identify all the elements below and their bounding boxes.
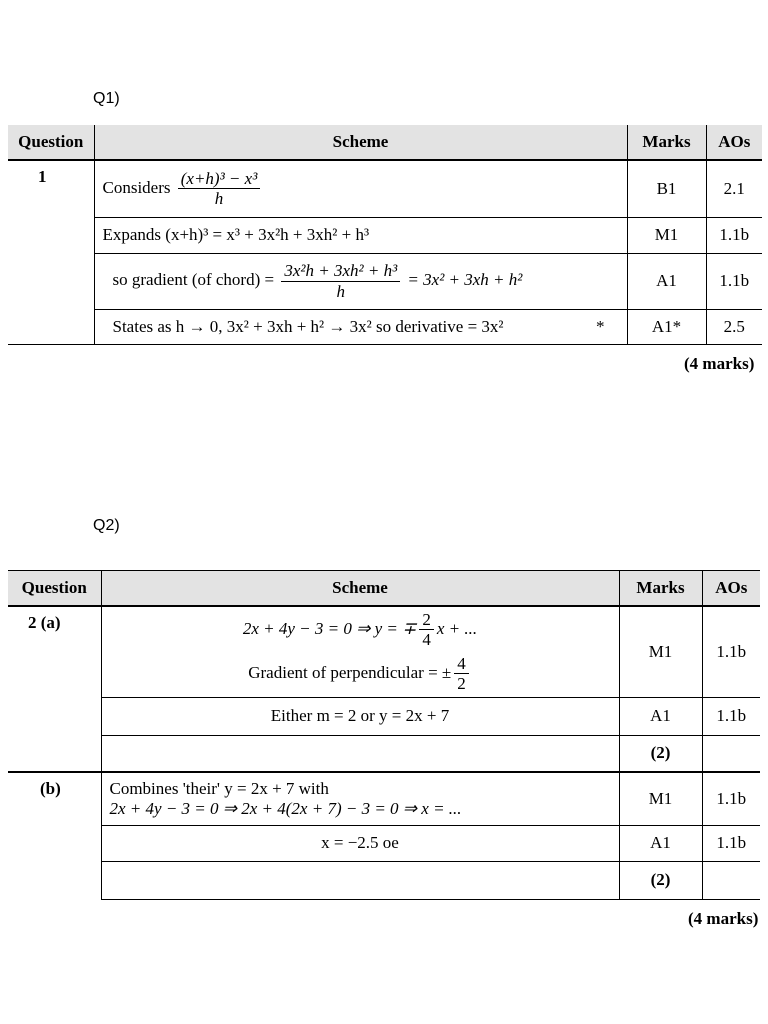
part-a-label: 2 (a) [8, 606, 101, 772]
table-row [8, 735, 760, 772]
header-aos: AOs [702, 571, 760, 607]
fraction: $\frac{\text{3x²h + 3xh² + h³}}{h}$ [281, 261, 400, 301]
q1-header-row [8, 125, 762, 160]
aos-cell: 1.1b [702, 606, 760, 697]
aos-cell: 1.1b [702, 825, 760, 861]
q1-label: Q1) [93, 90, 120, 107]
part-b-label: (b) [8, 772, 101, 899]
header-question: Question [8, 571, 101, 607]
marks-cell: A1 [627, 253, 706, 309]
scheme-text: States as h → 0, 3x² + 3xh + h² → 3x² so derivative = 3x² [112, 316, 504, 336]
header-marks: Marks [619, 571, 702, 607]
marks-cell: (2) [619, 735, 702, 772]
q1-mark-scheme-table [8, 125, 762, 345]
aos-cell: 1.1b [706, 217, 762, 253]
aos-cell: 1.1b [706, 253, 762, 309]
header-question: Question [8, 125, 94, 160]
q2-header-row [8, 571, 760, 607]
scheme-text: = 3x² + 3xh + h² [407, 269, 523, 289]
scheme-cell [94, 309, 627, 344]
table-row [8, 825, 760, 861]
marks-cell: A1 [619, 697, 702, 735]
header-aos: AOs [706, 125, 762, 160]
header-scheme: Scheme [101, 571, 619, 607]
table-row [8, 772, 760, 825]
header-scheme: Scheme [94, 125, 627, 160]
q1-total-marks: (4 marks) [684, 354, 755, 373]
scheme-line: Gradient of perpendicular = ± $\frac{4}{2}$ [102, 654, 619, 694]
scheme-cell [101, 772, 619, 825]
fraction: $\frac{\text{(x+h)³ − x³}}{h}$ [178, 169, 261, 209]
scheme-cell [94, 160, 627, 217]
q2-total-marks: (4 marks) [688, 909, 759, 928]
aos-cell: 1.1b [702, 697, 760, 735]
scheme-line: 2x + 4y − 3 = 0 ⇒ y = ∓ $\frac{2}{4}$ x + ... [242, 609, 478, 650]
marks-cell: (2) [619, 861, 702, 899]
scheme-cell [101, 861, 619, 899]
scheme-cell: Either m = 2 or y = 2x + 7 [101, 697, 619, 735]
table-row [8, 697, 760, 735]
q2-label: Q2) [93, 517, 120, 534]
scheme-cell [101, 735, 619, 772]
table-row [8, 606, 760, 697]
scheme-cell [101, 606, 619, 697]
q2-mark-scheme-table [8, 570, 760, 900]
marks-cell: M1 [619, 772, 702, 825]
table-row [8, 861, 760, 899]
header-marks: Marks [627, 125, 706, 160]
question-number: 1 [8, 160, 94, 344]
table-row [8, 309, 762, 344]
aos-cell [702, 861, 760, 899]
marks-cell: A1* [627, 309, 706, 344]
aos-cell [702, 735, 760, 772]
marks-cell: B1 [627, 160, 706, 217]
table-row [8, 217, 762, 253]
aos-cell: 2.5 [706, 309, 762, 344]
scheme-line: Combines 'their' y = 2x + 7 with [109, 778, 329, 798]
marks-cell: M1 [619, 606, 702, 697]
scheme-line: 2x + 4y − 3 = 0 ⇒ 2x + 4(2x + 7) − 3 = 0 ⇒ x = ... [109, 798, 462, 818]
scheme-text: Considers [102, 177, 171, 197]
marks-cell: A1 [619, 825, 702, 861]
scheme-cell: x = −2.5 oe [101, 825, 619, 861]
marks-cell: M1 [627, 217, 706, 253]
star-marker: * [596, 316, 605, 336]
scheme-text: so gradient (of chord) = [112, 269, 275, 289]
aos-cell: 1.1b [702, 772, 760, 825]
aos-cell: 2.1 [706, 160, 762, 217]
scheme-cell [94, 253, 627, 309]
table-row [8, 160, 762, 217]
scheme-cell: Expands (x+h)³ = x³ + 3x²h + 3xh² + h³ [94, 217, 627, 253]
table-row [8, 253, 762, 309]
